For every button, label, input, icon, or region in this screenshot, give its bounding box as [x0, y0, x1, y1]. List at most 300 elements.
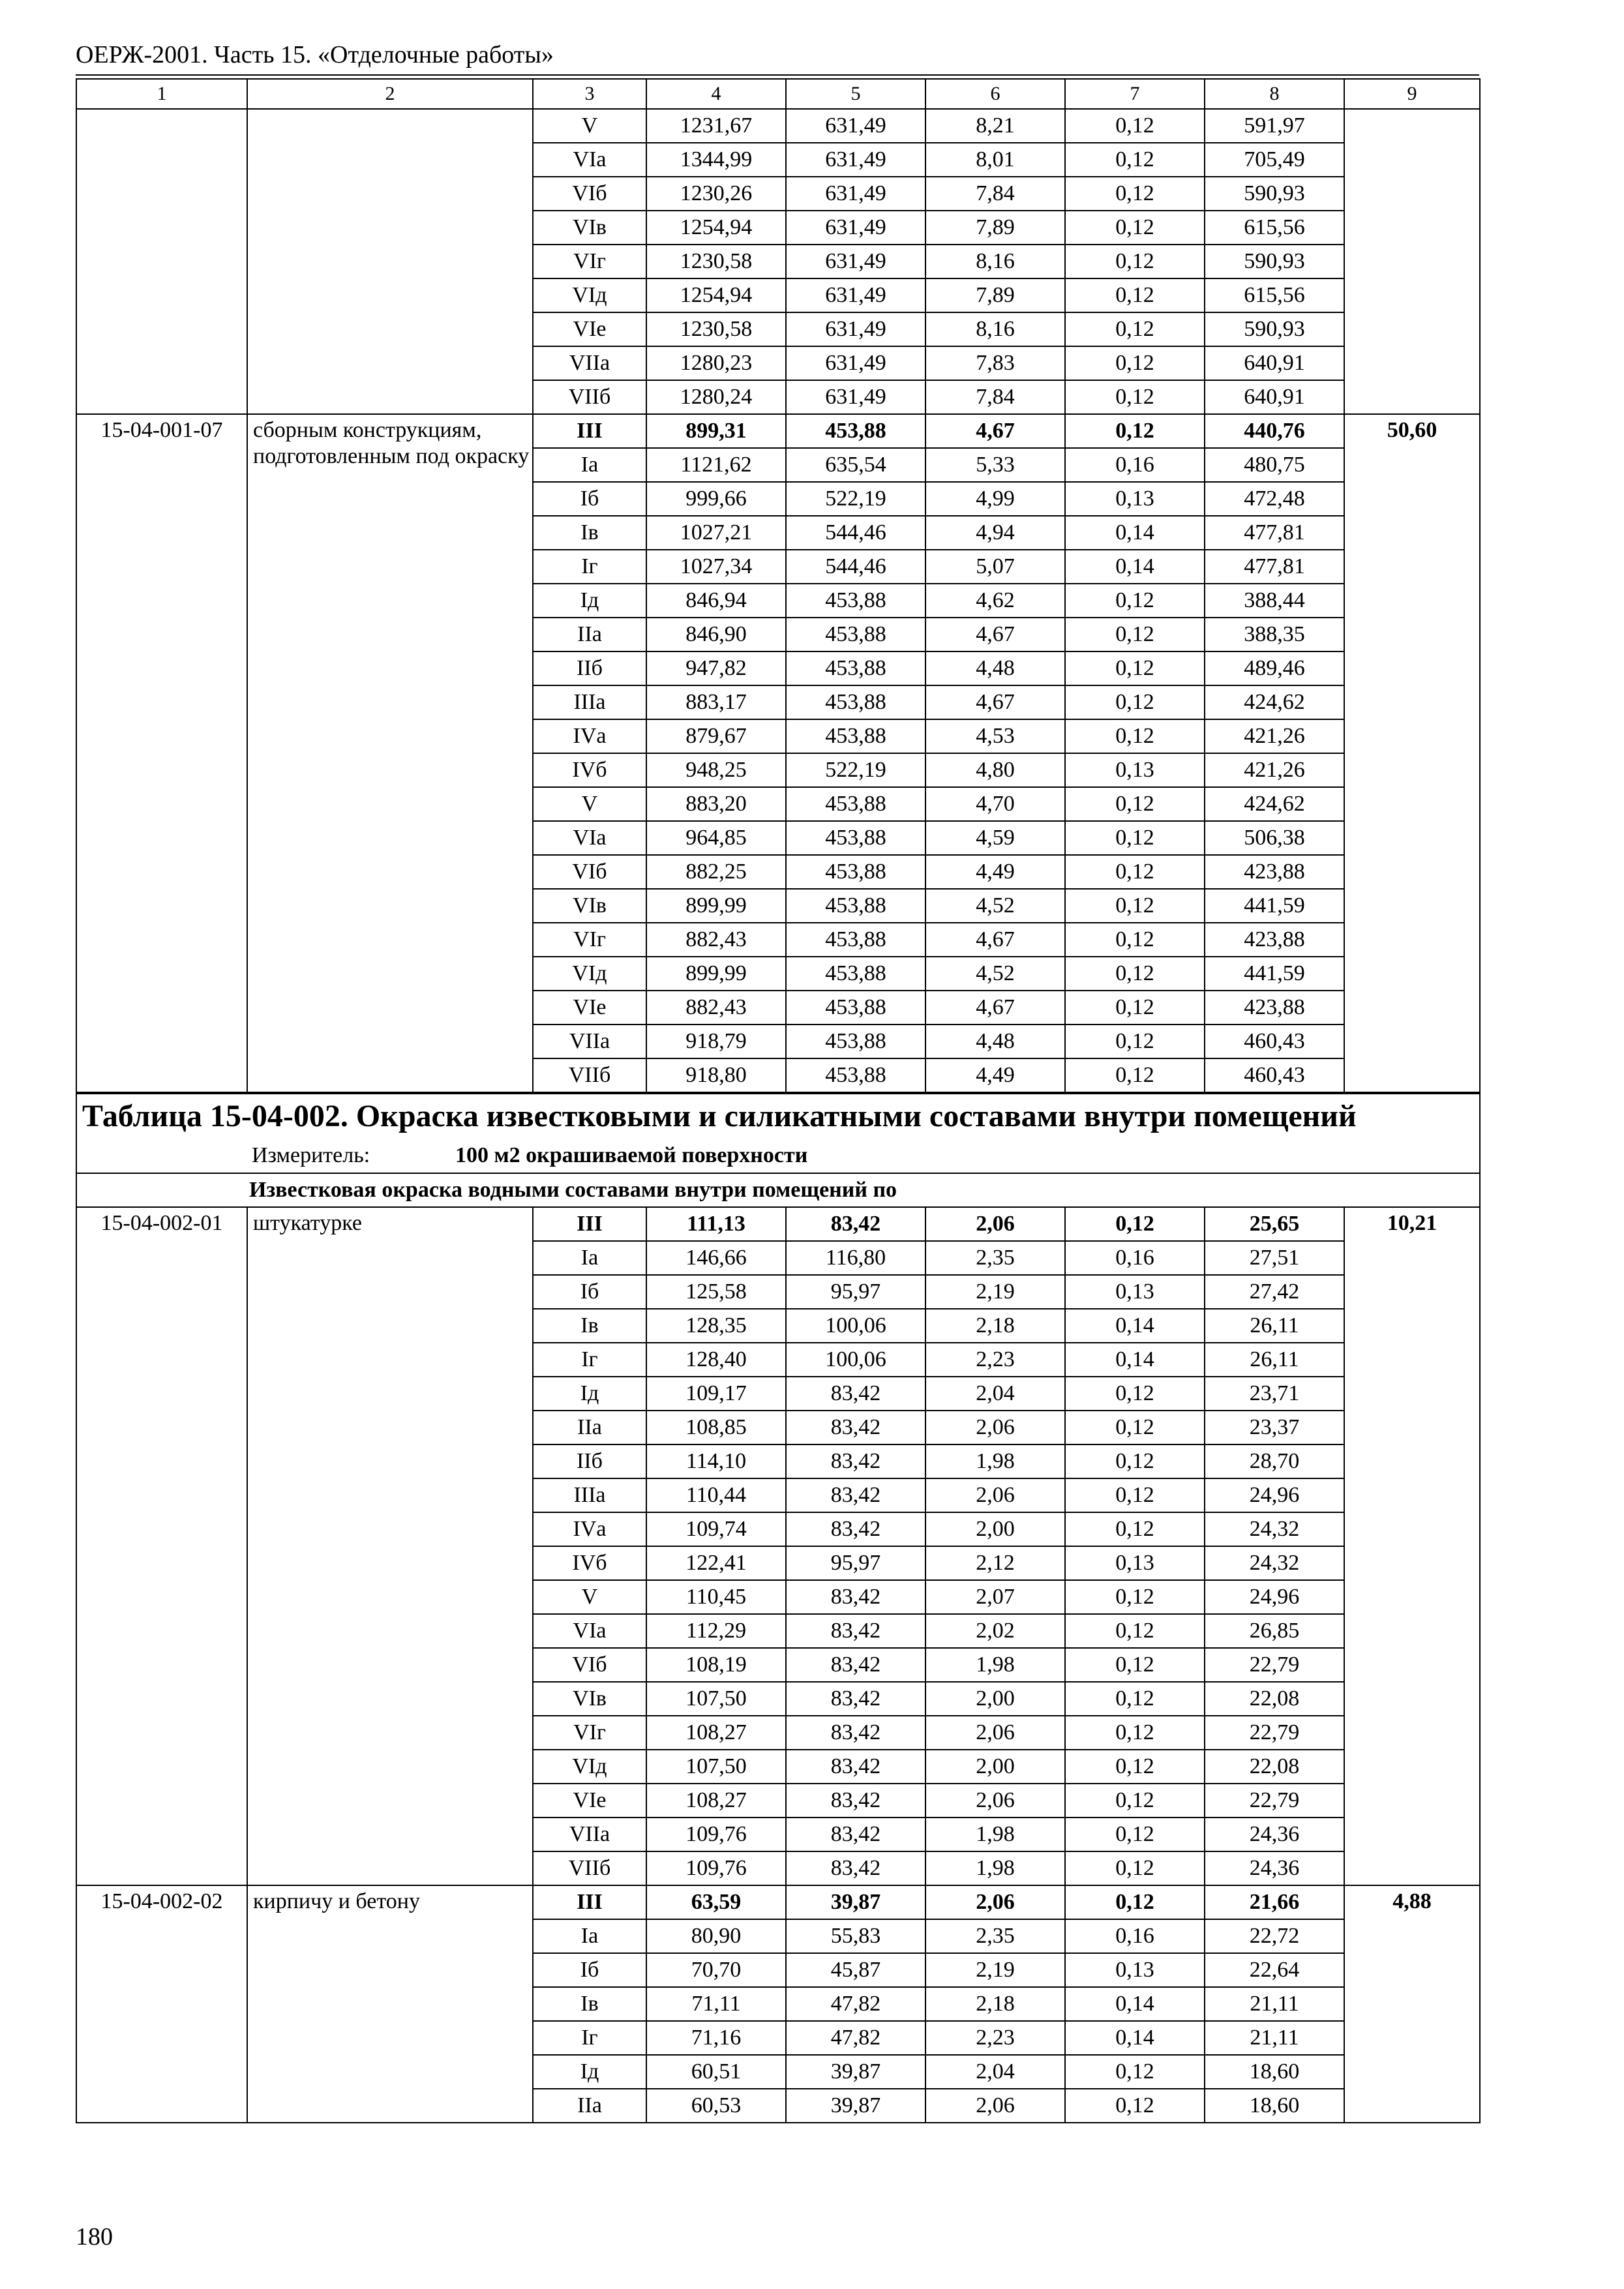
value-cell: 22,08 — [1205, 1682, 1344, 1716]
zone-cell: VIв — [533, 889, 646, 923]
zone-cell: Iа — [533, 448, 646, 482]
measure-row — [76, 1139, 1480, 1173]
value-cell: 0,12 — [1065, 957, 1205, 991]
work-description-cell: кирпичу и бетону — [247, 1885, 533, 2123]
value-cell: 0,12 — [1065, 177, 1205, 211]
value-cell: 1027,34 — [646, 550, 786, 584]
value-cell: 7,89 — [925, 211, 1065, 245]
value-cell: 918,79 — [646, 1025, 786, 1058]
value-cell: 0,12 — [1065, 1025, 1205, 1058]
value-cell: 0,12 — [1065, 1377, 1205, 1411]
value-cell: 83,42 — [786, 1207, 925, 1241]
table-row — [76, 1885, 1480, 1919]
value-cell: 947,82 — [646, 651, 786, 685]
value-cell: 2,06 — [925, 1478, 1065, 1512]
value-cell: 55,83 — [786, 1919, 925, 1953]
value-cell: 1027,21 — [646, 516, 786, 550]
value-cell: 631,49 — [786, 312, 925, 346]
zone-cell: VIв — [533, 1682, 646, 1716]
value-cell: 1230,58 — [646, 312, 786, 346]
value-cell: 4,48 — [925, 651, 1065, 685]
value-cell: 631,49 — [786, 143, 925, 177]
value-cell: 0,12 — [1065, 2089, 1205, 2123]
value-cell: 4,67 — [925, 618, 1065, 651]
value-cell: 0,12 — [1065, 1885, 1205, 1919]
value-cell: 23,71 — [1205, 1377, 1344, 1411]
value-cell: 453,88 — [786, 855, 925, 889]
value-cell: 0,13 — [1065, 1546, 1205, 1580]
value-cell: 882,43 — [646, 923, 786, 957]
value-cell: 0,12 — [1065, 380, 1205, 414]
value-cell: 1121,62 — [646, 448, 786, 482]
value-cell: 2,06 — [925, 2089, 1065, 2123]
value-cell: 631,49 — [786, 346, 925, 380]
value-cell: 8,01 — [925, 143, 1065, 177]
zone-cell: III — [533, 1885, 646, 1919]
value-cell: 631,49 — [786, 211, 925, 245]
measure-cell — [76, 1139, 1480, 1173]
value-cell: 631,49 — [786, 245, 925, 278]
value-cell: 109,17 — [646, 1377, 786, 1411]
zone-cell: VIб — [533, 855, 646, 889]
value-cell: 4,80 — [925, 753, 1065, 787]
value-cell: 4,70 — [925, 787, 1065, 821]
value-cell: 83,42 — [786, 1682, 925, 1716]
value-cell: 879,67 — [646, 719, 786, 753]
value-cell: 100,06 — [786, 1343, 925, 1377]
value-cell: 453,88 — [786, 651, 925, 685]
value-cell: 453,88 — [786, 957, 925, 991]
value-cell: 111,13 — [646, 1207, 786, 1241]
value-cell: 441,59 — [1205, 957, 1344, 991]
rate-code-cell: 15-04-002-01 — [76, 1207, 247, 1885]
value-cell: 83,42 — [786, 1784, 925, 1818]
zone-cell: Iа — [533, 1919, 646, 1953]
value-cell: 18,60 — [1205, 2089, 1344, 2123]
table-title: Таблица 15-04-002. Окраска известковыми и силикатными составами внутри помещений — [76, 1093, 1480, 1139]
value-cell: 4,49 — [925, 1058, 1065, 1093]
value-cell: 544,46 — [786, 516, 925, 550]
zone-cell: Iв — [533, 516, 646, 550]
value-cell: 0,14 — [1065, 516, 1205, 550]
value-cell: 0,12 — [1065, 245, 1205, 278]
zone-cell: IIа — [533, 1411, 646, 1444]
value-cell: 2,07 — [925, 1580, 1065, 1614]
value-cell: 421,26 — [1205, 719, 1344, 753]
value-cell: 2,06 — [925, 1716, 1065, 1750]
value-cell: 0,12 — [1065, 1058, 1205, 1093]
value-cell: 39,87 — [786, 2055, 925, 2089]
value-cell: 2,18 — [925, 1309, 1065, 1343]
value-cell: 22,08 — [1205, 1750, 1344, 1784]
value-cell: 83,42 — [786, 1478, 925, 1512]
zone-cell: VIе — [533, 1784, 646, 1818]
subheading-row — [76, 1173, 1480, 1207]
table-row — [76, 109, 1480, 143]
zone-cell: VIд — [533, 1750, 646, 1784]
zone-cell: V — [533, 109, 646, 143]
value-cell: 0,13 — [1065, 1275, 1205, 1309]
rates-table-body — [76, 79, 1480, 2123]
column-number-cell: 6 — [925, 79, 1065, 109]
zone-cell: VIд — [533, 278, 646, 312]
value-cell: 25,65 — [1205, 1207, 1344, 1241]
value-cell: 2,06 — [925, 1207, 1065, 1241]
value-cell: 2,06 — [925, 1411, 1065, 1444]
value-cell: 453,88 — [786, 685, 925, 719]
value-cell: 2,23 — [925, 1343, 1065, 1377]
value-cell: 0,13 — [1065, 753, 1205, 787]
value-cell: 18,60 — [1205, 2055, 1344, 2089]
value-cell: 0,12 — [1065, 1207, 1205, 1241]
zone-cell: VIа — [533, 1614, 646, 1648]
value-cell: 22,72 — [1205, 1919, 1344, 1953]
zone-cell: Iб — [533, 482, 646, 516]
value-cell: 63,59 — [646, 1885, 786, 1919]
value-cell: 453,88 — [786, 414, 925, 448]
value-cell: 846,90 — [646, 618, 786, 651]
zone-cell: VIе — [533, 312, 646, 346]
value-cell: 4,67 — [925, 923, 1065, 957]
value-cell: 4,99 — [925, 482, 1065, 516]
value-cell: 882,43 — [646, 991, 786, 1025]
value-cell: 0,12 — [1065, 1614, 1205, 1648]
value-cell: 47,82 — [786, 1987, 925, 2021]
work-description-cell: штукатурке — [247, 1207, 533, 1885]
column-number-cell: 3 — [533, 79, 646, 109]
value-cell: 918,80 — [646, 1058, 786, 1093]
value-cell: 22,79 — [1205, 1648, 1344, 1682]
value-cell: 24,36 — [1205, 1818, 1344, 1851]
value-cell: 0,12 — [1065, 618, 1205, 651]
value-cell: 0,12 — [1065, 923, 1205, 957]
value-cell: 899,99 — [646, 957, 786, 991]
value-cell: 108,27 — [646, 1716, 786, 1750]
value-cell: 22,79 — [1205, 1784, 1344, 1818]
value-cell: 24,32 — [1205, 1546, 1344, 1580]
value-cell: 2,12 — [925, 1546, 1065, 1580]
value-cell: 0,12 — [1065, 1580, 1205, 1614]
value-cell: 100,06 — [786, 1309, 925, 1343]
value-cell: 0,12 — [1065, 651, 1205, 685]
zone-cell: VIIб — [533, 1851, 646, 1885]
zone-cell: Iв — [533, 1987, 646, 2021]
zone-cell: III — [533, 1207, 646, 1241]
value-cell: 1344,99 — [646, 143, 786, 177]
value-cell: 0,12 — [1065, 584, 1205, 618]
value-cell: 631,49 — [786, 109, 925, 143]
value-cell: 7,84 — [925, 380, 1065, 414]
value-cell: 453,88 — [786, 821, 925, 855]
value-cell: 2,00 — [925, 1682, 1065, 1716]
value-cell: 423,88 — [1205, 991, 1344, 1025]
value-cell: 2,18 — [925, 1987, 1065, 2021]
zone-cell: VIб — [533, 1648, 646, 1682]
value-cell: 0,16 — [1065, 1241, 1205, 1275]
column-number-cell: 8 — [1205, 79, 1344, 109]
value-cell: 1,98 — [925, 1818, 1065, 1851]
column-number-cell: 1 — [76, 79, 247, 109]
value-cell: 453,88 — [786, 923, 925, 957]
zone-cell: IIIа — [533, 685, 646, 719]
value-cell: 83,42 — [786, 1716, 925, 1750]
zone-cell: VIIб — [533, 1058, 646, 1093]
value-cell: 2,00 — [925, 1512, 1065, 1546]
value-cell: 1254,94 — [646, 278, 786, 312]
value-cell: 22,64 — [1205, 1953, 1344, 1987]
subheading: Известковая окраска водными составами внутри помещений по — [76, 1173, 1480, 1207]
zone-cell: V — [533, 787, 646, 821]
value-cell: 0,12 — [1065, 787, 1205, 821]
value-cell: 110,44 — [646, 1478, 786, 1512]
value-cell: 27,51 — [1205, 1241, 1344, 1275]
col9-value-cell — [1344, 109, 1480, 414]
value-cell: 83,42 — [786, 1512, 925, 1546]
value-cell: 522,19 — [786, 753, 925, 787]
page-number: 180 — [76, 2223, 113, 2251]
value-cell: 388,44 — [1205, 584, 1344, 618]
value-cell: 7,83 — [925, 346, 1065, 380]
value-cell: 83,42 — [786, 1648, 925, 1682]
value-cell: 0,12 — [1065, 685, 1205, 719]
zone-cell: Iв — [533, 1309, 646, 1343]
value-cell: 522,19 — [786, 482, 925, 516]
zone-cell: VIг — [533, 245, 646, 278]
value-cell: 0,12 — [1065, 821, 1205, 855]
value-cell: 5,07 — [925, 550, 1065, 584]
value-cell: 0,12 — [1065, 312, 1205, 346]
value-cell: 631,49 — [786, 278, 925, 312]
table-title-row — [76, 1093, 1480, 1139]
zone-cell: VIв — [533, 211, 646, 245]
value-cell: 591,97 — [1205, 109, 1344, 143]
value-cell: 424,62 — [1205, 685, 1344, 719]
value-cell: 0,12 — [1065, 278, 1205, 312]
value-cell: 480,75 — [1205, 448, 1344, 482]
value-cell: 45,87 — [786, 1953, 925, 1987]
value-cell: 26,85 — [1205, 1614, 1344, 1648]
value-cell: 4,67 — [925, 414, 1065, 448]
value-cell: 60,51 — [646, 2055, 786, 2089]
value-cell: 83,42 — [786, 1750, 925, 1784]
zone-cell: Iг — [533, 1343, 646, 1377]
value-cell: 26,11 — [1205, 1309, 1344, 1343]
value-cell: 23,37 — [1205, 1411, 1344, 1444]
value-cell: 107,50 — [646, 1682, 786, 1716]
value-cell: 21,66 — [1205, 1885, 1344, 1919]
value-cell: 110,45 — [646, 1580, 786, 1614]
value-cell: 1254,94 — [646, 211, 786, 245]
value-cell: 0,16 — [1065, 448, 1205, 482]
measure-value: 100 м2 окрашиваемой поверхности — [455, 1143, 808, 1167]
value-cell: 1,98 — [925, 1851, 1065, 1885]
value-cell: 899,99 — [646, 889, 786, 923]
value-cell: 146,66 — [646, 1241, 786, 1275]
value-cell: 47,82 — [786, 2021, 925, 2055]
value-cell: 0,14 — [1065, 550, 1205, 584]
value-cell: 631,49 — [786, 380, 925, 414]
value-cell: 4,52 — [925, 957, 1065, 991]
table-row — [76, 1207, 1480, 1241]
value-cell: 0,13 — [1065, 1953, 1205, 1987]
value-cell: 83,42 — [786, 1580, 925, 1614]
value-cell: 635,54 — [786, 448, 925, 482]
value-cell: 8,16 — [925, 312, 1065, 346]
value-cell: 1231,67 — [646, 109, 786, 143]
zone-cell: Iг — [533, 2021, 646, 2055]
value-cell: 108,19 — [646, 1648, 786, 1682]
value-cell: 615,56 — [1205, 278, 1344, 312]
value-cell: 477,81 — [1205, 516, 1344, 550]
value-cell: 1,98 — [925, 1648, 1065, 1682]
value-cell: 4,52 — [925, 889, 1065, 923]
value-cell: 116,80 — [786, 1241, 925, 1275]
header-rule — [76, 74, 1479, 76]
value-cell: 2,35 — [925, 1241, 1065, 1275]
value-cell: 4,53 — [925, 719, 1065, 753]
value-cell: 2,00 — [925, 1750, 1065, 1784]
value-cell: 460,43 — [1205, 1025, 1344, 1058]
value-cell: 4,48 — [925, 1025, 1065, 1058]
value-cell: 0,14 — [1065, 1343, 1205, 1377]
value-cell: 453,88 — [786, 584, 925, 618]
value-cell: 83,42 — [786, 1444, 925, 1478]
zone-cell: IIIа — [533, 1478, 646, 1512]
zone-cell: VIIа — [533, 1025, 646, 1058]
zone-cell: Iд — [533, 2055, 646, 2089]
value-cell: 0,12 — [1065, 1750, 1205, 1784]
value-cell: 882,25 — [646, 855, 786, 889]
value-cell: 4,67 — [925, 685, 1065, 719]
zone-cell: VIд — [533, 957, 646, 991]
value-cell: 631,49 — [786, 177, 925, 211]
value-cell: 1280,23 — [646, 346, 786, 380]
value-cell: 0,12 — [1065, 143, 1205, 177]
value-cell: 71,16 — [646, 2021, 786, 2055]
value-cell: 71,11 — [646, 1987, 786, 2021]
value-cell: 0,12 — [1065, 855, 1205, 889]
zone-cell: IIб — [533, 651, 646, 685]
value-cell: 83,42 — [786, 1411, 925, 1444]
value-cell: 7,84 — [925, 177, 1065, 211]
value-cell: 39,87 — [786, 2089, 925, 2123]
value-cell: 4,49 — [925, 855, 1065, 889]
value-cell: 2,19 — [925, 1953, 1065, 1987]
zone-cell: IVб — [533, 753, 646, 787]
value-cell: 4,59 — [925, 821, 1065, 855]
rate-code-cell — [76, 109, 247, 414]
column-number-cell: 5 — [786, 79, 925, 109]
col9-value-cell: 4,88 — [1344, 1885, 1480, 2123]
value-cell: 460,43 — [1205, 1058, 1344, 1093]
zone-cell: VIа — [533, 143, 646, 177]
value-cell: 0,12 — [1065, 889, 1205, 923]
value-cell: 453,88 — [786, 991, 925, 1025]
zone-cell: IVа — [533, 719, 646, 753]
value-cell: 24,96 — [1205, 1478, 1344, 1512]
value-cell: 883,17 — [646, 685, 786, 719]
value-cell: 109,74 — [646, 1512, 786, 1546]
value-cell: 453,88 — [786, 719, 925, 753]
value-cell: 107,50 — [646, 1750, 786, 1784]
column-number-row — [76, 79, 1480, 109]
zone-cell: Iд — [533, 1377, 646, 1411]
value-cell: 108,27 — [646, 1784, 786, 1818]
value-cell: 506,38 — [1205, 821, 1344, 855]
value-cell: 0,14 — [1065, 1309, 1205, 1343]
value-cell: 0,12 — [1065, 211, 1205, 245]
document-header-title: ОЕРЖ-2001. Часть 15. «Отделочные работы» — [76, 41, 554, 68]
value-cell: 39,87 — [786, 1885, 925, 1919]
work-description-cell — [247, 109, 533, 414]
zone-cell: IVб — [533, 1546, 646, 1580]
value-cell: 24,96 — [1205, 1580, 1344, 1614]
zone-cell: VIг — [533, 1716, 646, 1750]
value-cell: 2,06 — [925, 1885, 1065, 1919]
value-cell: 388,35 — [1205, 618, 1344, 651]
value-cell: 80,90 — [646, 1919, 786, 1953]
value-cell: 999,66 — [646, 482, 786, 516]
value-cell: 4,94 — [925, 516, 1065, 550]
value-cell: 0,12 — [1065, 1648, 1205, 1682]
value-cell: 0,16 — [1065, 1919, 1205, 1953]
value-cell: 8,16 — [925, 245, 1065, 278]
value-cell: 0,12 — [1065, 1444, 1205, 1478]
value-cell: 0,13 — [1065, 482, 1205, 516]
value-cell: 705,49 — [1205, 143, 1344, 177]
value-cell: 640,91 — [1205, 346, 1344, 380]
zone-cell: VIIа — [533, 1818, 646, 1851]
value-cell: 2,04 — [925, 2055, 1065, 2089]
value-cell: 70,70 — [646, 1953, 786, 1987]
value-cell: 108,85 — [646, 1411, 786, 1444]
zone-cell: Iа — [533, 1241, 646, 1275]
column-number-cell: 2 — [247, 79, 533, 109]
col9-value-cell: 50,60 — [1344, 414, 1480, 1093]
zone-cell: V — [533, 1580, 646, 1614]
value-cell: 0,12 — [1065, 1851, 1205, 1885]
value-cell: 95,97 — [786, 1546, 925, 1580]
value-cell: 1230,26 — [646, 177, 786, 211]
value-cell: 0,12 — [1065, 414, 1205, 448]
zone-cell: IIб — [533, 1444, 646, 1478]
value-cell: 423,88 — [1205, 855, 1344, 889]
value-cell: 112,29 — [646, 1614, 786, 1648]
value-cell: 83,42 — [786, 1377, 925, 1411]
value-cell: 0,12 — [1065, 2055, 1205, 2089]
value-cell: 964,85 — [646, 821, 786, 855]
value-cell: 0,12 — [1065, 1716, 1205, 1750]
value-cell: 21,11 — [1205, 2021, 1344, 2055]
zone-cell: VIIб — [533, 380, 646, 414]
value-cell: 883,20 — [646, 787, 786, 821]
value-cell: 122,41 — [646, 1546, 786, 1580]
column-number-cell: 4 — [646, 79, 786, 109]
value-cell: 590,93 — [1205, 177, 1344, 211]
col9-value-cell: 10,21 — [1344, 1207, 1480, 1885]
value-cell: 846,94 — [646, 584, 786, 618]
value-cell: 453,88 — [786, 1058, 925, 1093]
rate-code-cell: 15-04-002-02 — [76, 1885, 247, 2123]
value-cell: 114,10 — [646, 1444, 786, 1478]
value-cell: 453,88 — [786, 1025, 925, 1058]
zone-cell: IIа — [533, 618, 646, 651]
value-cell: 60,53 — [646, 2089, 786, 2123]
zone-cell: VIб — [533, 177, 646, 211]
value-cell: 590,93 — [1205, 312, 1344, 346]
value-cell: 899,31 — [646, 414, 786, 448]
value-cell: 0,12 — [1065, 1411, 1205, 1444]
